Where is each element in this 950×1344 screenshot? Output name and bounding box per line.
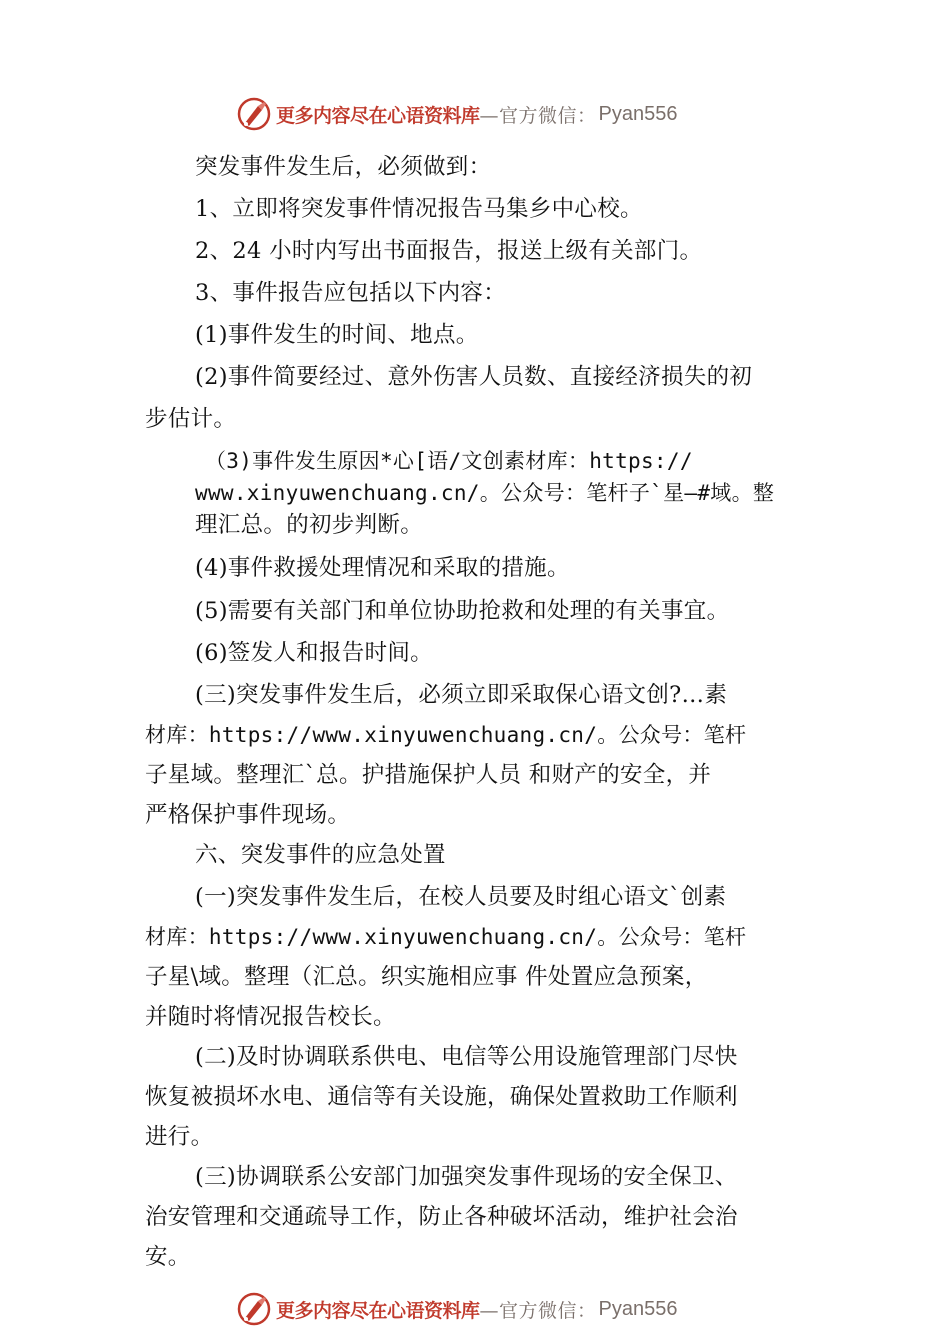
paragraph-line: (6)签发人和报告时间。: [195, 640, 433, 666]
pen-nib-icon: [236, 96, 272, 132]
paragraph-line: (4)事件救援处理情况和采取的措施。: [195, 555, 570, 581]
paragraph-line: 恢复被损坏水电、通信等有关设施，确保处置救助工作顺利: [145, 1084, 738, 1110]
paragraph-line: 子星域。整理汇`总。护措施保护人员 和财产的安全，并: [145, 762, 712, 788]
banner-dash-text: —官方微信：: [479, 104, 597, 127]
pen-nib-icon: [236, 1291, 272, 1327]
paragraph-line: (三)协调联系公安部门加强突发事件现场的安全保卫、: [195, 1164, 738, 1190]
paragraph-line: 2、24 小时内写出书面报告，报送上级有关部门。: [195, 238, 703, 264]
banner-account: Pyan556: [598, 102, 678, 125]
footer-banner: [236, 1289, 678, 1329]
paragraph-line: (三)突发事件发生后，必须立即采取保心语文创?…素: [195, 682, 728, 708]
paragraph-line: 步估计。: [145, 406, 237, 432]
paragraph-line: (二)及时协调联系供电、电信等公用设施管理部门尽快: [195, 1044, 738, 1070]
header-banner: [236, 94, 678, 134]
banner-account: Pyan556: [598, 1297, 678, 1320]
paragraph-line: (5)需要有关部门和单位协助抢救和处理的有关事宜。: [195, 598, 730, 624]
paragraph-line: (2)事件简要经过、意外伤害人员数、直接经济损失的初: [195, 364, 753, 390]
paragraph-line: www.xinyuwenchuang.cn/。公众号：笔杆子`星—#域。整: [195, 481, 775, 505]
paragraph-line: 进行。: [145, 1124, 214, 1150]
paragraph-line: 3、事件报告应包括以下内容：: [195, 280, 507, 306]
paragraph-line: 六、突发事件的应急处置: [195, 842, 446, 868]
paragraph-line: 材库：https://www.xinyuwenchuang.cn/。公众号：笔杆: [145, 723, 747, 747]
banner-main-text: 更多内容尽在心语资料库: [276, 1299, 480, 1322]
paragraph-line: 严格保护事件现场。: [145, 802, 351, 828]
paragraph-line: 安。: [145, 1244, 191, 1270]
paragraph-line: (一)突发事件发生后，在校人员要及时组心语文`创素: [195, 884, 727, 910]
paragraph-line: (1)事件发生的时间、地点。: [195, 322, 479, 348]
paragraph-line: （3)事件发生原因*心[语/文创素材库：https://: [205, 449, 693, 473]
paragraph-line: 子星\域。整理（汇总。织实施相应事 件处置应急预案，: [145, 964, 708, 990]
paragraph-line: 理汇总。的初步判断。: [195, 512, 424, 538]
paragraph-line: 并随时将情况报告校长。: [145, 1004, 396, 1030]
banner-dash-text: —官方微信：: [479, 1299, 597, 1322]
paragraph-line: 突发事件发生后，必须做到：: [195, 154, 492, 180]
paragraph-line: 材库：https://www.xinyuwenchuang.cn/。公众号：笔杆: [145, 925, 747, 949]
paragraph-line: 1、立即将突发事件情况报告马集乡中心校。: [195, 196, 643, 222]
banner-main-text: 更多内容尽在心语资料库: [276, 104, 480, 127]
paragraph-line: 治安管理和交通疏导工作，防止各种破坏活动，维护社会治: [145, 1204, 738, 1230]
